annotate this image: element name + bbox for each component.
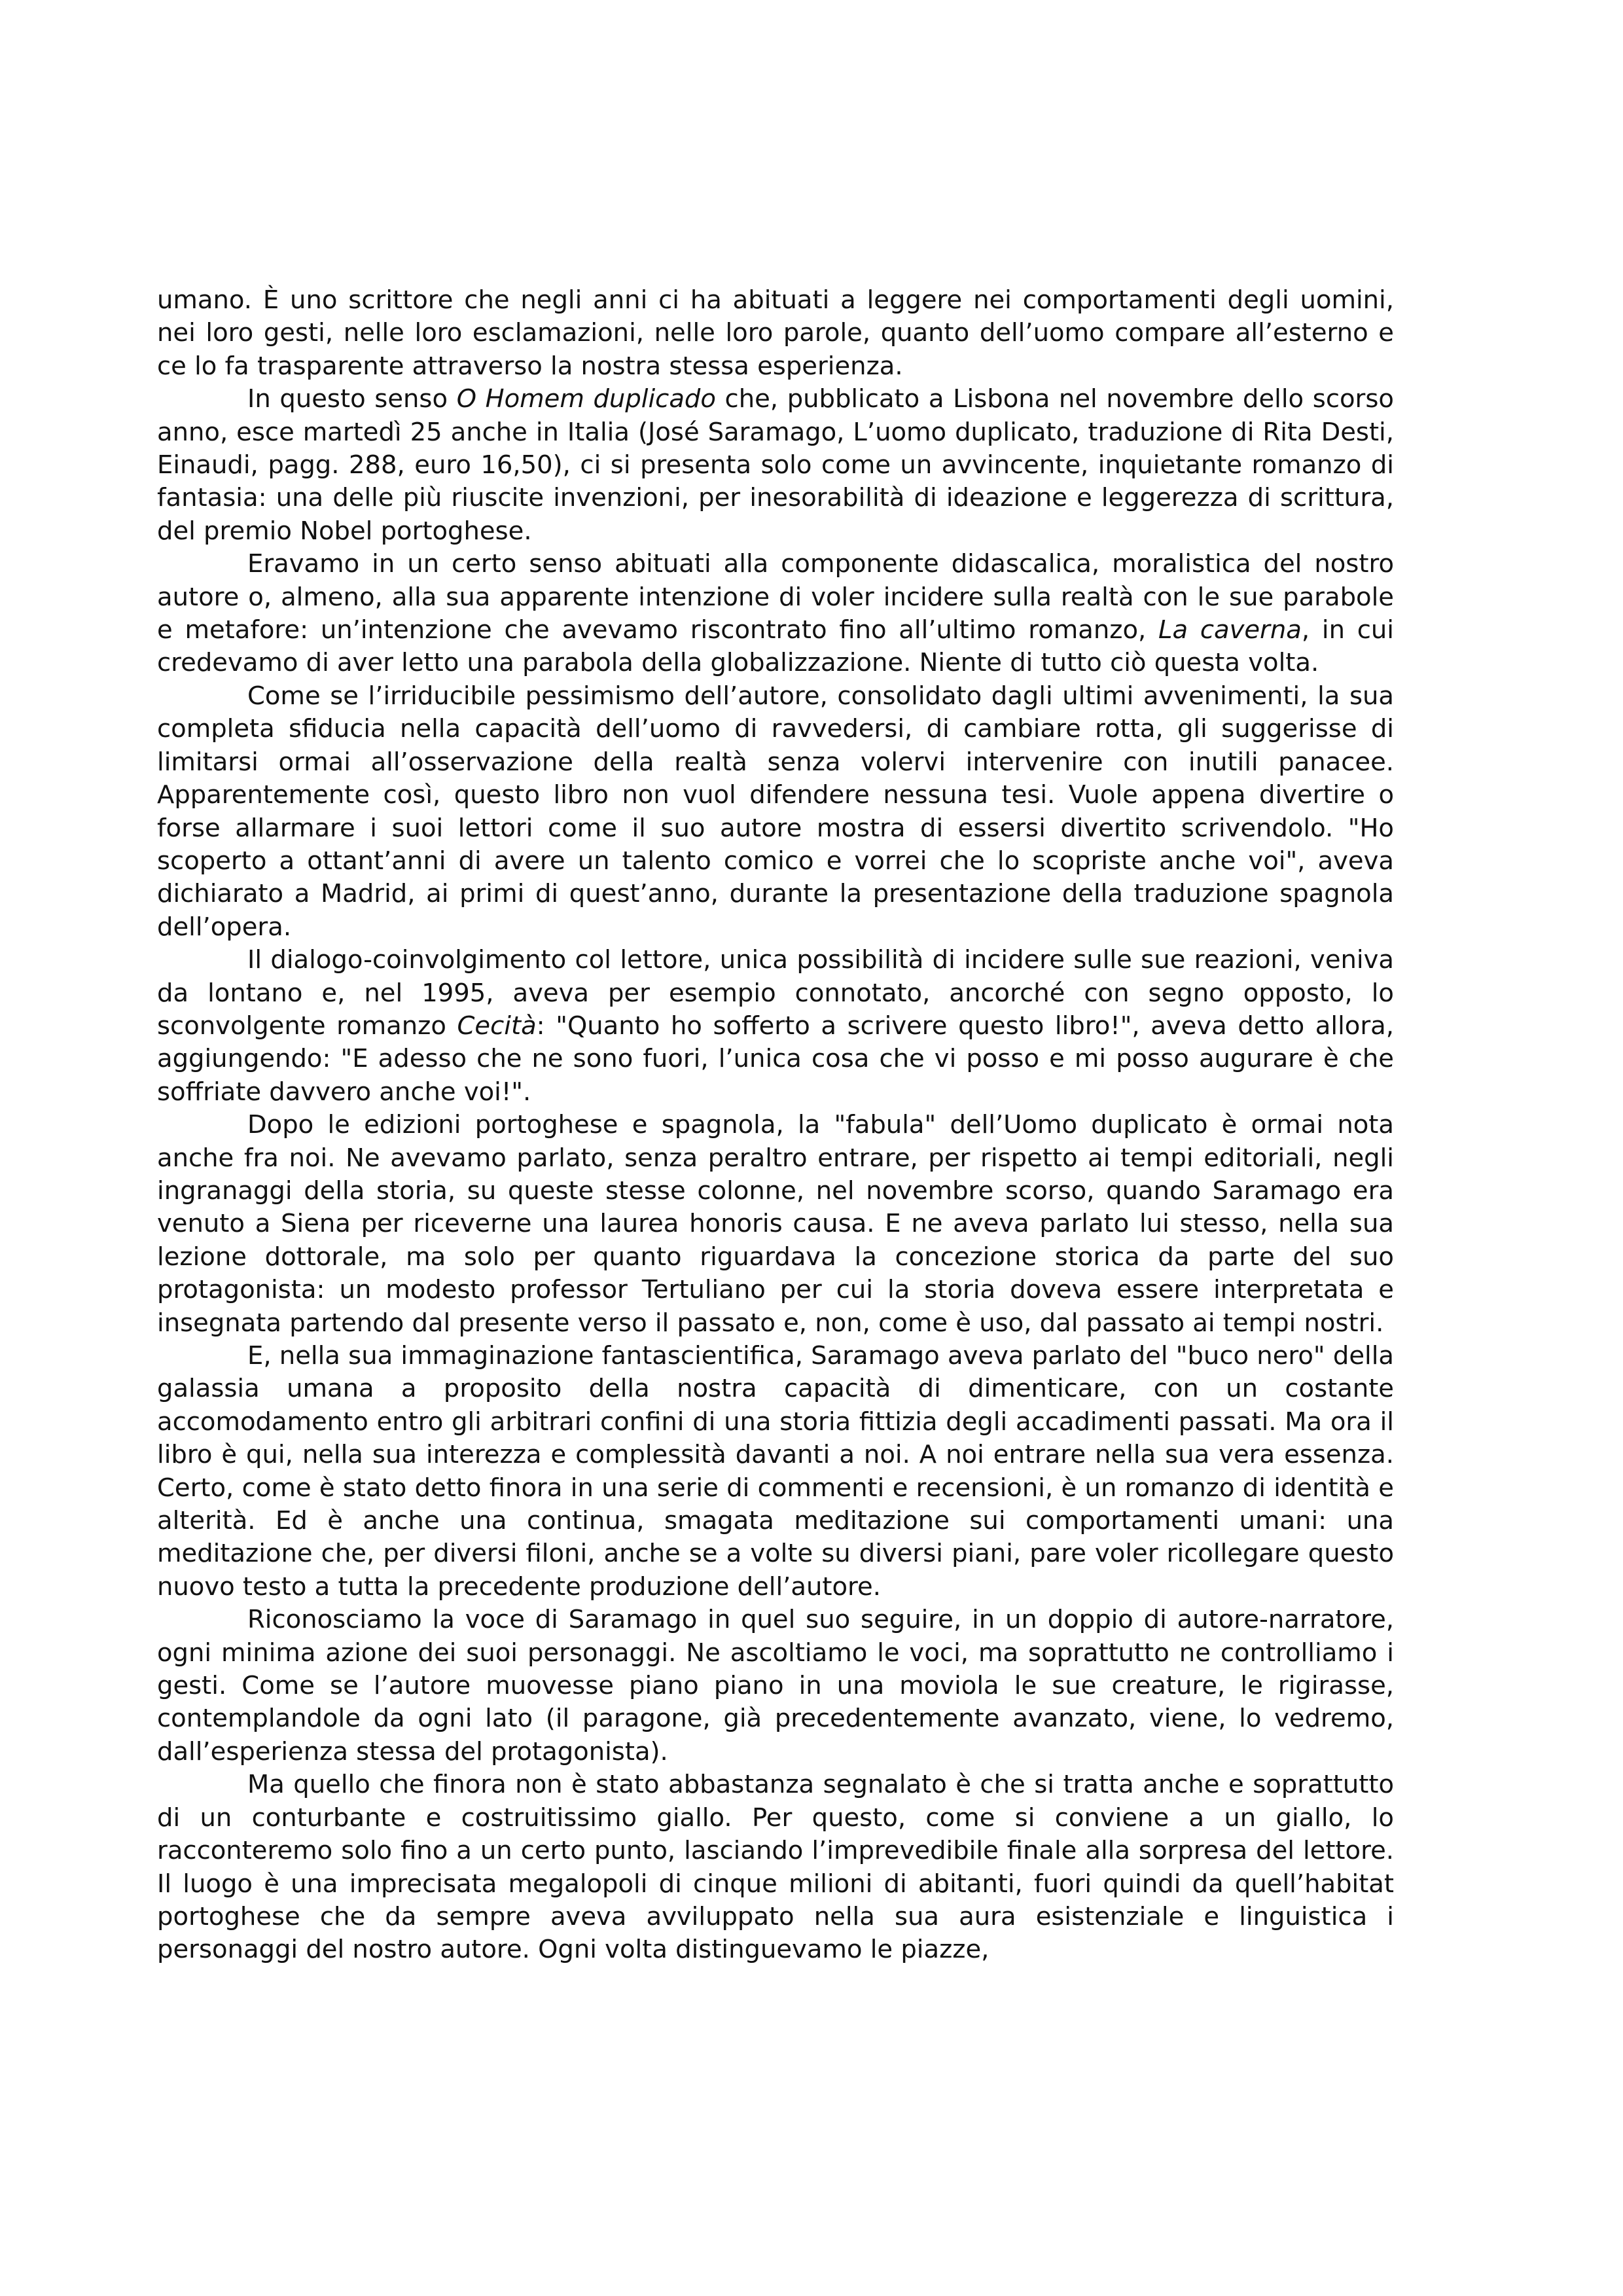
paragraph-text: Ma quello che finora non è stato abbastanza segnalato è che si tratta anche e soprattutto di un conturbante e costruitissimo giallo. Per questo, come si conviene a un giallo, lo racconteremo solo fino a un certo punto, lasciando l’imprevedibile finale alla sorpresa del lettore. Il luogo è una imprecisata megalopoli di cinque milioni di abitanti, fuori quindi da quell’habitat portoghese che da sempre aveva avviluppato nella sua aura esistenziale e linguistica i personaggi del nostro autore. Ogni volta distinguevamo le piazze,: [157, 1770, 1394, 1965]
paragraph-7: [157, 1340, 1394, 1604]
document-page: [157, 284, 1394, 1967]
paragraph-1: [157, 284, 1394, 383]
paragraph-text: In questo senso: [247, 384, 457, 414]
paragraph-9: [157, 1768, 1394, 1966]
paragraph-text: E, nella sua immaginazione fantascientifica, Saramago aveva parlato del "buco nero" della galassia umana a proposito della nostra capacità di dimenticare, con un costante accomodamento entro gli arbitrari confini di una storia fittizia degli accadimenti passati. Ma ora il libro è qui, nella sua interezza e complessità davanti a noi. A noi entrare nella sua vera essenza. Certo, come è stato detto finora in una serie di commenti e recensioni, è un romanzo di identità e alterità. Ed è anche una continua, smagata meditazione sui comportamenti umani: una meditazione che, per diversi filoni, anche se a volte su diversi piani, pare voler ricollegare questo nuovo testo a tutta la precedente produzione dell’autore.: [157, 1341, 1394, 1602]
paragraph-text: Dopo le edizioni portoghese e spagnola, la "fabula" dell’Uomo duplicato è ormai nota anche fra noi. Ne avevamo parlato, senza peraltro entrare, per rispetto ai tempi editoriali, negli ingranaggi della storia, su queste stesse colonne, nel novembre scorso, quando Saramago era venuto a Siena per riceverne una laurea honoris causa. E ne aveva parlato lui stesso, nella sua lezione dottorale, ma solo per quanto riguardava la concezione storica da parte del suo protagonista: un modesto professor Tertuliano per cui la storia doveva essere interpretata e insegnata partendo dal presente verso il passato e, non, come è uso, dal passato ai tempi nostri.: [157, 1110, 1394, 1338]
paragraph-4: [157, 680, 1394, 944]
paragraph-2: [157, 383, 1394, 548]
paragraph-8: [157, 1604, 1394, 1768]
paragraph-text: : "Quanto ho sofferto a scrivere questo libro!", aveva detto allora, aggiungendo: "E adesso che ne sono fuori, l’unica cosa che vi posso e mi posso augurare è che soffriate davvero anche voi!".: [157, 1011, 1394, 1107]
paragraph-text: Il dialogo-coinvolgimento col lettore, unica possibilità di incidere sulle sue reazioni, veniva da lontano e, nel 1995, aveva per esempio connotato, ancorché con segno opposto, lo sconvolgente romanzo: [157, 945, 1394, 1041]
paragraph-text: Eravamo in un certo senso abituati alla componente didascalica, moralistica del nostro autore o, almeno, alla sua apparente intenzione di voler incidere sulla realtà con le sue parabole e metafore: un’intenzione che avevamo riscontrato fino all’ultimo romanzo,: [157, 549, 1394, 645]
paragraph-text: Come se l’irriducibile pessimismo dell’autore, consolidato dagli ultimi avvenimenti, la sua completa sfiducia nella capacità dell’uomo di ravvedersi, di cambiare rotta, gli suggerisse di limitarsi ormai all’osservazione della realtà senza volervi intervenire con inutili panacee. Apparentemente così, questo libro non vuol difendere nessuna tesi. Vuole appena divertire o forse allarmare i suoi lettori come il suo autore mostra di essersi divertito scrivendolo. "Ho scoperto a ottant’anni di avere un talento comico e vorrei che lo scopriste anche voi", aveva dichiarato a Madrid, ai primi di quest’anno, durante la presentazione della traduzione spagnola dell’opera.: [157, 681, 1394, 942]
paragraph-6: [157, 1109, 1394, 1340]
paragraph-text: , in cui credevamo di aver letto una parabola della globalizzazione. Niente di tutto ciò questa volta.: [157, 615, 1395, 678]
book-title-italic: O Homem duplicado: [456, 384, 716, 414]
paragraph-3: [157, 548, 1394, 680]
book-title-italic: La caverna: [1158, 615, 1302, 645]
paragraph-text: umano. È uno scrittore che negli anni ci ha abituati a leggere nei comportamenti degli uomini, nei loro gesti, nelle loro esclamazioni, nelle loro parole, quanto dell’uomo compare all’esterno e ce lo fa trasparente attraverso la nostra stessa esperienza.: [157, 285, 1394, 381]
paragraph-text: che, pubblicato a Lisbona nel novembre dello scorso anno, esce martedì 25 anche in Italia (José Saramago, L’uomo duplicato, traduzione di Rita Desti, Einaudi, pagg. 288, euro 16,50), ci si presenta solo come un avvincente, inquietante romanzo di fantasia: una delle più riuscite invenzioni, per inesorabilità di ideazione e leggerezza di scrittura, del premio Nobel portoghese.: [157, 384, 1394, 546]
paragraph-5: [157, 944, 1394, 1109]
paragraph-text: Riconosciamo la voce di Saramago in quel suo seguire, in un doppio di autore-narratore, ogni minima azione dei suoi personaggi. Ne ascoltiamo le voci, ma soprattutto ne controlliamo i gesti. Come se l’autore muovesse piano piano in una moviola le sue creature, le rigirasse, contemplandole da ogni lato (il paragone, già precedentemente avanzato, viene, lo vedremo, dall’esperienza stessa del protagonista).: [157, 1605, 1394, 1767]
book-title-italic: Cecità: [457, 1011, 537, 1041]
